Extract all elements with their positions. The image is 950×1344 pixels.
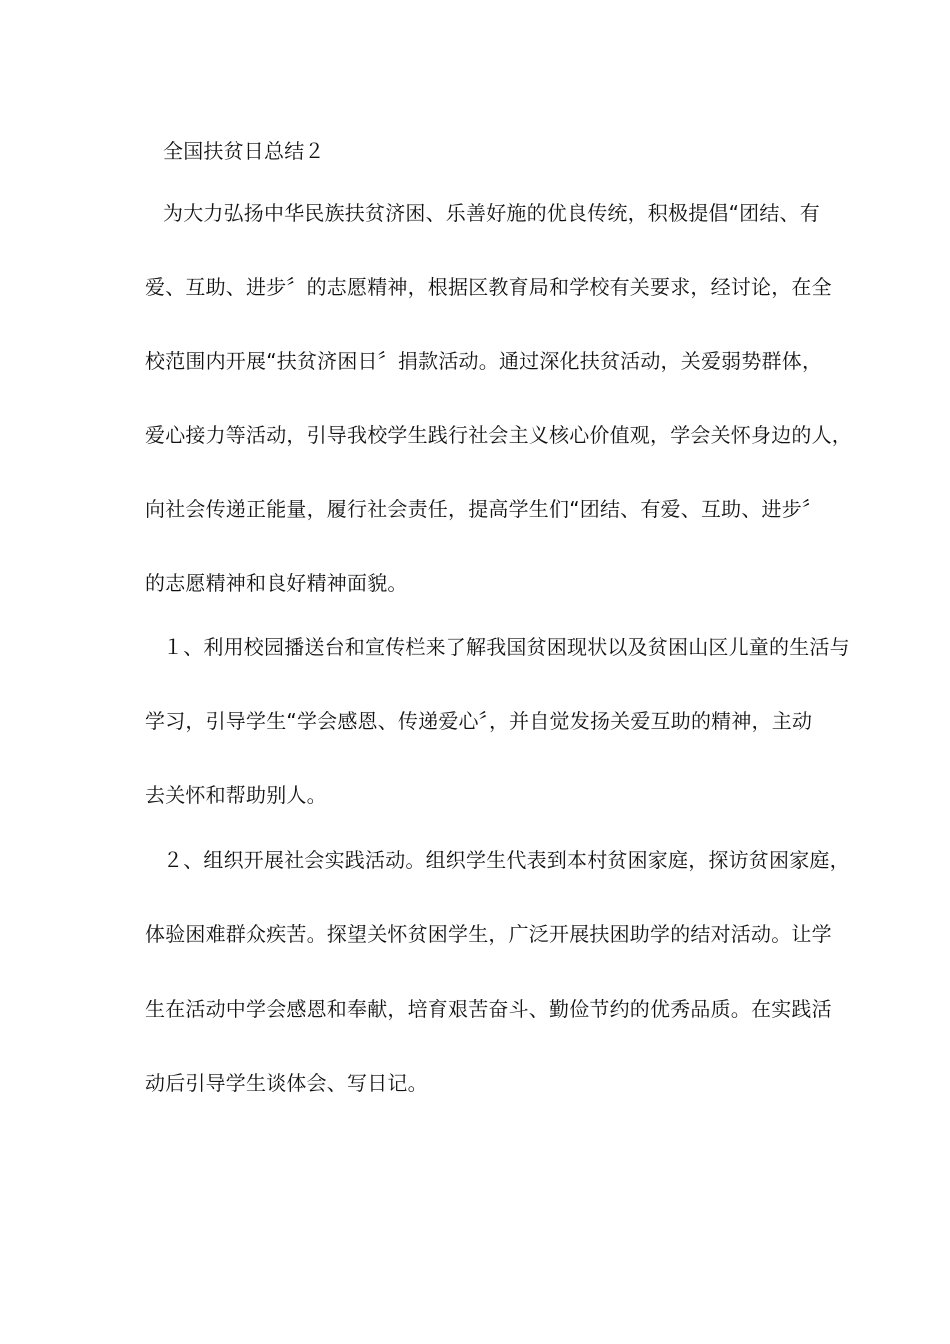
paragraph-line: 的志愿精神和良好精神面貌。 [145,571,408,595]
list-item-line: １、利用校园播送台和宣传栏来了解我国贫困现状以及贫困山区儿童的生活与 [163,635,850,659]
list-item-line: ２、组织开展社会实践活动。组织学生代表到本村贫困家庭，探访贫困家庭， [163,848,850,872]
paragraph-line: 向社会传递正能量，履行社会责任，提高学生们“团结、有爱、互助、进步〞 [145,497,823,521]
list-item-line: 去关怀和帮助别人。 [145,783,327,807]
paragraph-line: 爱心接力等活动，引导我校学生践行社会主义核心价值观，学会关怀身边的人， [145,423,852,447]
paragraph-line: 爱、互助、进步〞的志愿精神，根据区教育局和学校有关要求，经讨论，在全 [145,275,832,299]
document-title: 全国扶贫日总结２ [163,139,325,163]
list-item-line: 体验困难群众疾苦。探望关怀贫困学生，广泛开展扶困助学的结对活动。让学 [145,922,832,946]
list-item-line: 生在活动中学会感恩和奉献，培育艰苦奋斗、勤俭节约的优秀品质。在实践活 [145,997,832,1021]
list-item-line: 动后引导学生谈体会、写日记。 [145,1071,428,1095]
paragraph-line: 为大力弘扬中华民族扶贫济困、乐善好施的优良传统，积极提倡“团结、有 [163,201,820,225]
paragraph-line: 校范围内开展“扶贫济困日〞捐款活动。通过深化扶贫活动，关爱弱势群体， [145,349,823,373]
list-item-line: 学习，引导学生“学会感恩、传递爱心〞，并自觉发扬关爱互助的精神，主动 [145,709,813,733]
